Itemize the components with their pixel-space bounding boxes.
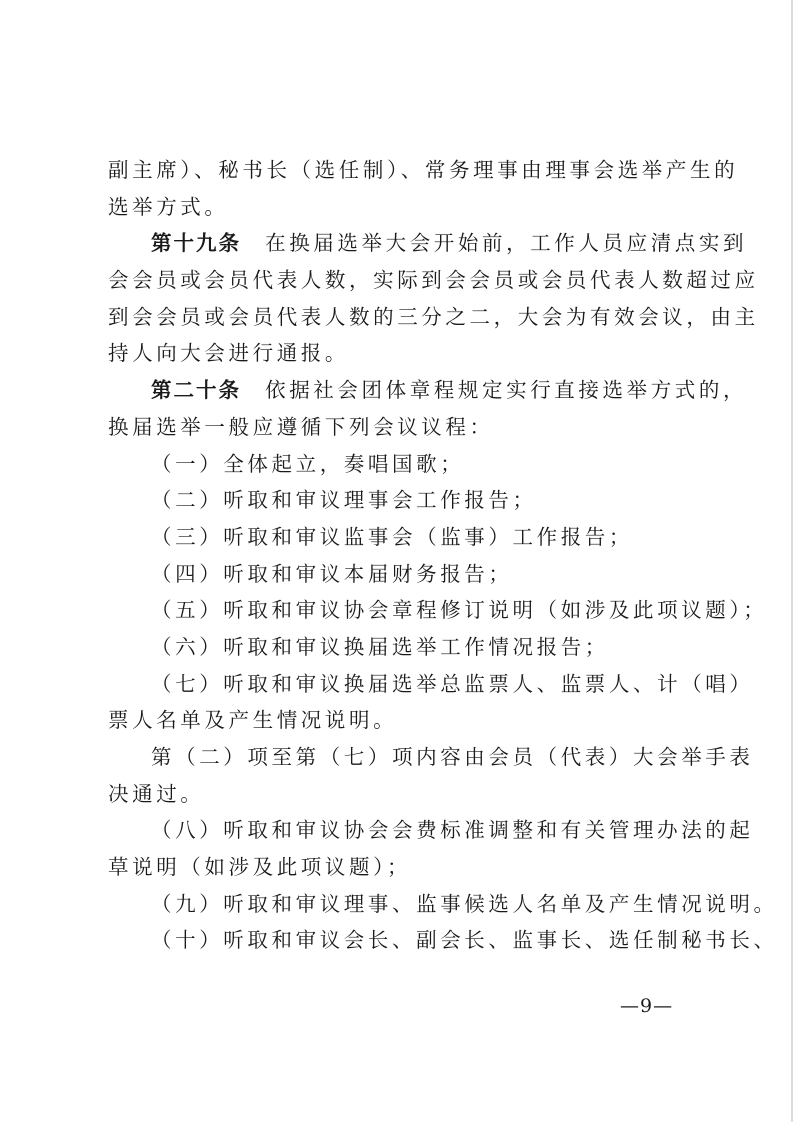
paragraph-line: 草说明（如涉及此项议题）； xyxy=(108,855,412,880)
agenda-item-2: （二）听取和审议理事会工作报告； xyxy=(151,488,537,513)
paragraph-line: 票人名单及产生情况说明。 xyxy=(108,708,398,733)
article-19-heading: 第十九条 xyxy=(151,231,241,256)
paragraph-line: 决通过。 xyxy=(108,781,205,806)
agenda-item-9: （九）听取和审议理事、监事候选人名单及产生情况说明。 xyxy=(151,891,778,916)
page-number: —9— xyxy=(620,995,674,1017)
article-19-text: 在换届选举大会开始前，工作人员应清点实到 xyxy=(265,231,748,256)
agenda-item-3: （三）听取和审议监事会（监事）工作报告； xyxy=(151,524,633,549)
paragraph-line: 会会员或会员代表人数，实际到会会员或会员代表人数超过应 xyxy=(108,268,759,293)
article-19-first-line xyxy=(108,225,748,262)
agenda-item-1: （一）全体起立，奏唱国歌； xyxy=(151,451,465,476)
vote-note: 第（二）项至第（七）项内容由会员（代表）大会举手表 xyxy=(151,745,754,769)
agenda-item-6: （六）听取和审议换届选举工作情况报告； xyxy=(151,634,609,659)
article-20-first-line xyxy=(108,372,748,409)
agenda-item-10: （十）听取和审议会长、副会长、监事长、选任制秘书长、 xyxy=(151,928,778,953)
agenda-item-8: （八）听取和审议协会会费标准调整和有关管理办法的起 xyxy=(151,818,754,843)
paragraph-line: 副主席）、秘书长（选任制）、常务理事由理事会选举产生的 xyxy=(108,158,739,182)
agenda-item-5: （五）听取和审议协会章程修订说明（如涉及此项议题）； xyxy=(151,598,768,623)
document-body xyxy=(108,152,778,959)
paragraph-line: 选举方式。 xyxy=(108,194,229,219)
article-20-text: 依据社会团体章程规定实行直接选举方式的， xyxy=(265,378,748,403)
agenda-item-7: （七）听取和审议换届选举总监票人、监票人、计（唱） xyxy=(151,671,754,696)
paragraph-line: 到会会员或会员代表人数的三分之二，大会为有效会议，由主 xyxy=(108,304,759,329)
agenda-item-4: （四）听取和审议本届财务报告； xyxy=(151,561,513,586)
paragraph-line: 换届选举一般应遵循下列会议议程： xyxy=(108,414,494,439)
paragraph-line: 持人向大会进行通报。 xyxy=(108,341,349,366)
article-20-heading: 第二十条 xyxy=(151,378,241,403)
